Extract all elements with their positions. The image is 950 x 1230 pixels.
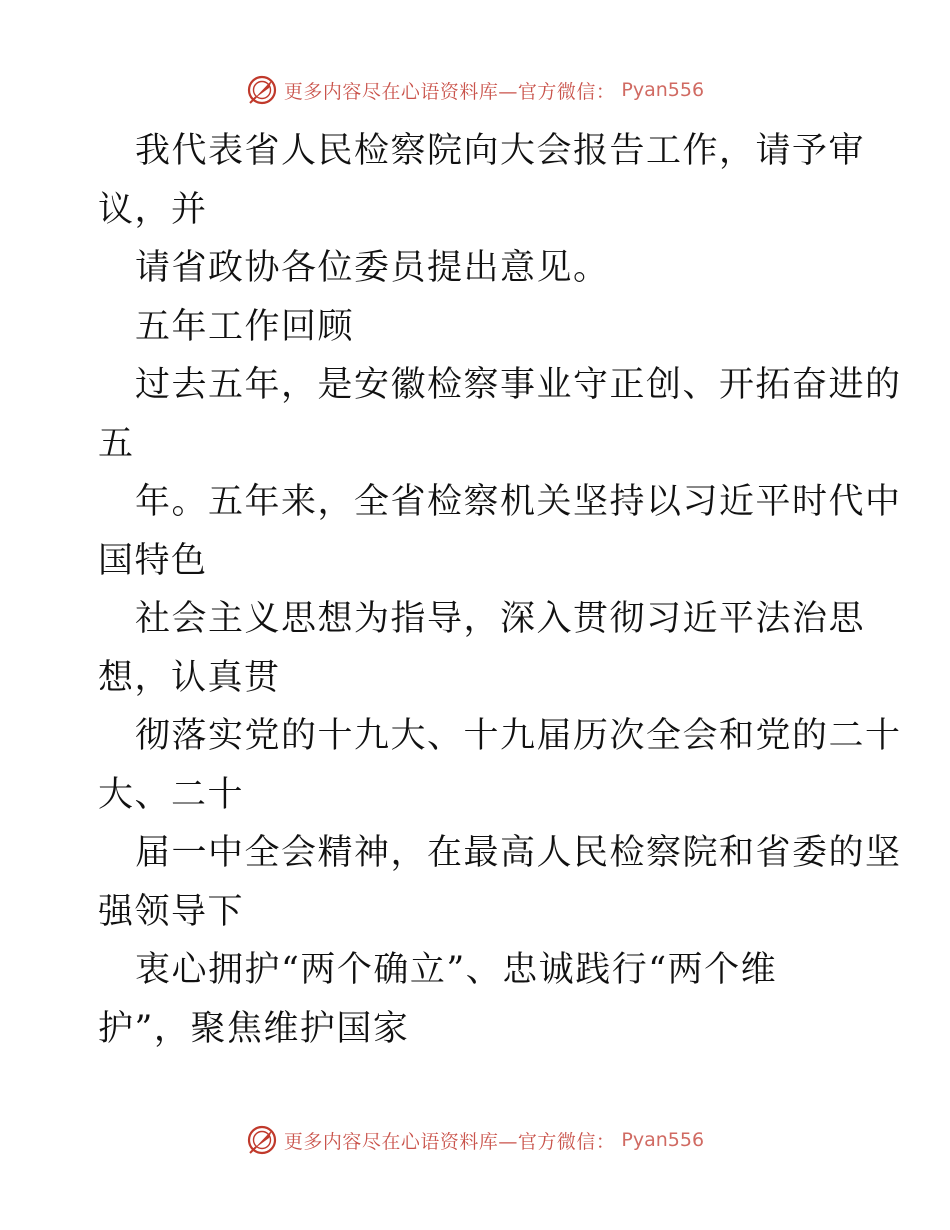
text-line: 护”，聚焦维护国家 bbox=[98, 1008, 410, 1049]
header-watermark bbox=[0, 70, 950, 110]
text-line: 衷心拥护“两个确立”、忠诚践行“两个维 bbox=[135, 950, 778, 990]
text-line: 届一中全会精神，在最高人民检察院和省委的坚 bbox=[135, 833, 902, 873]
text-line: 国特色 bbox=[98, 540, 208, 581]
quill-logo-icon bbox=[246, 74, 278, 106]
text-line: 社会主义思想为指导，深入贯彻习近平法治思 bbox=[135, 599, 866, 639]
footer-watermark bbox=[0, 1120, 950, 1160]
text-line: 我代表省人民检察院向大会报告工作，请予审 bbox=[135, 131, 866, 171]
watermark-wechat-id: Pyan556 bbox=[621, 1129, 705, 1151]
text-line: 年。五年来，全省检察机关坚持以习近平时代中 bbox=[135, 482, 902, 522]
text-line: 五 bbox=[98, 423, 135, 464]
text-line: 想，认真贯 bbox=[98, 657, 281, 698]
document-body bbox=[98, 122, 902, 1058]
text-line: 五年工作回顾 bbox=[135, 306, 355, 347]
text-line: 彻落实党的十九大、十九届历次全会和党的二十 bbox=[135, 716, 902, 756]
text-line: 议，并 bbox=[98, 189, 208, 230]
text-line: 大、二十 bbox=[98, 774, 245, 815]
watermark-text: 更多内容尽在心语资料库—官方微信： bbox=[283, 1130, 616, 1153]
text-line: 过去五年，是安徽检察事业守正创、开拓奋进的 bbox=[135, 365, 902, 405]
watermark-text: 更多内容尽在心语资料库—官方微信： bbox=[283, 80, 616, 103]
quill-logo-icon bbox=[246, 1124, 278, 1156]
text-line: 请省政协各位委员提出意见。 bbox=[135, 248, 610, 288]
watermark-wechat-id: Pyan556 bbox=[621, 79, 705, 101]
text-line: 强领导下 bbox=[98, 891, 245, 932]
